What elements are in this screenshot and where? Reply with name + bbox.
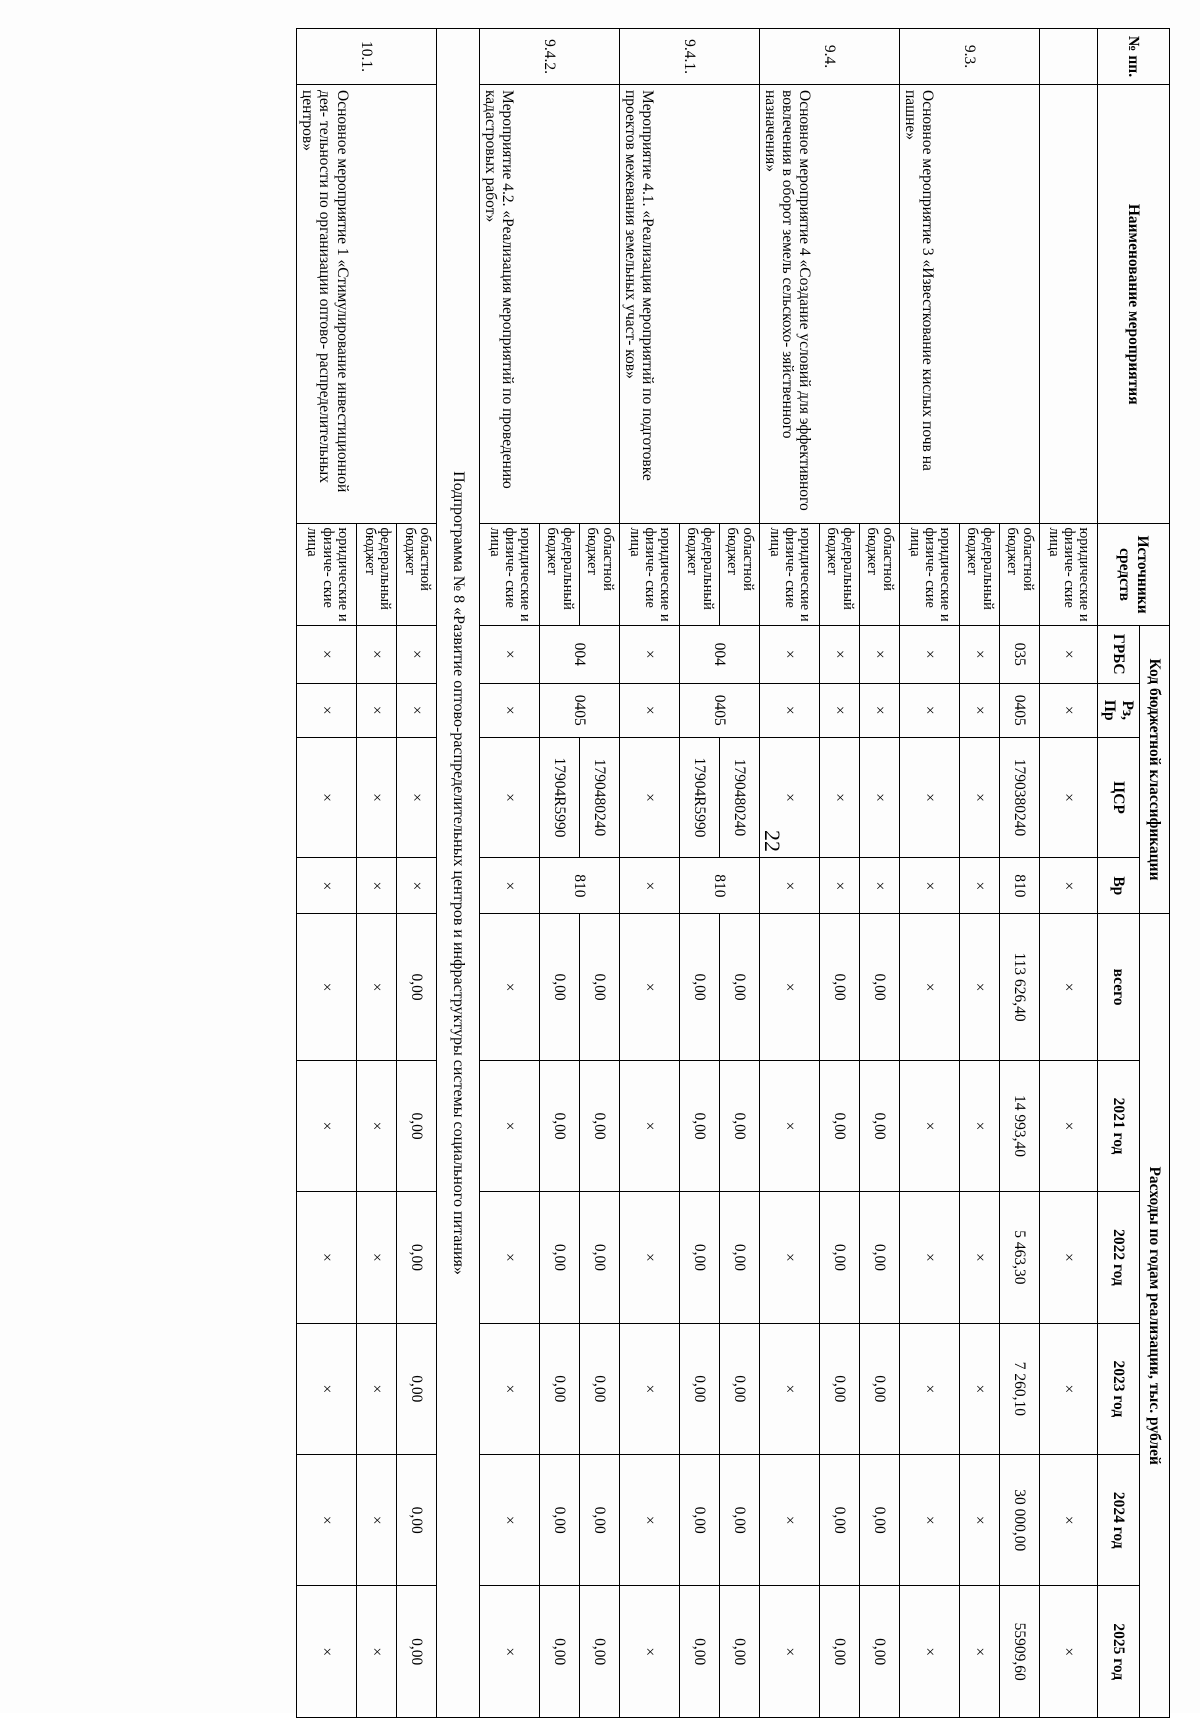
y2021-cell: × [1040,1060,1098,1191]
y2025-cell: × [357,1586,397,1718]
vr-cell: × [900,858,960,914]
row-name [1040,85,1098,524]
grbs-cell: 004 [540,625,620,683]
y2022-cell: 0,00 [680,1192,720,1323]
y2023-cell: 7 260,10 [1000,1323,1040,1454]
y2022-cell: × [357,1192,397,1323]
y2024-cell: × [1040,1455,1098,1586]
source-cell: юридические и физиче- ские лица [480,524,540,625]
table-row [580,29,620,1718]
grbs-cell: × [1040,625,1098,683]
total-cell: × [900,914,960,1060]
header-vr: Вр [1098,858,1140,914]
y2025-cell: 0,00 [580,1586,620,1718]
row-name: Основное мероприятие 4 «Создание условий для эффективного вовлечения в оборот земель сельскохо- зяйственного назначения» [760,85,900,524]
vr-cell: × [820,858,860,914]
total-cell: × [297,914,357,1060]
grbs-cell: × [860,625,900,683]
y2021-cell: × [357,1060,397,1191]
source-cell: федеральный бюджет [820,524,860,625]
y2025-cell: 0,00 [820,1586,860,1718]
y2025-cell: 0,00 [680,1586,720,1718]
header-2024: 2024 год [1098,1455,1140,1586]
y2024-cell: 0,00 [397,1455,437,1586]
total-cell: × [620,914,680,1060]
y2024-cell: 0,00 [680,1455,720,1586]
rzpr-cell: 0405 [540,683,620,737]
total-cell: × [760,914,820,1060]
rzpr-cell: × [357,683,397,737]
header-2023: 2023 год [1098,1323,1140,1454]
y2023-cell: × [357,1323,397,1454]
total-cell: 0,00 [540,914,580,1060]
y2023-cell: × [480,1323,540,1454]
rzpr-cell: × [900,683,960,737]
y2022-cell: × [480,1192,540,1323]
y2025-cell: × [620,1586,680,1718]
page-number: 22 [760,830,785,852]
rzpr-cell: × [1040,683,1098,737]
row-num: 9.4.2. [480,29,620,85]
rzpr-cell: × [397,683,437,737]
table-row [1040,29,1098,1718]
rzpr-cell: × [760,683,820,737]
grbs-cell: 004 [680,625,760,683]
y2022-cell: 0,00 [397,1192,437,1323]
rzpr-cell: × [297,683,357,737]
rzpr-cell: 0405 [680,683,760,737]
header-expense-group: Расходы по годам реализации, тыс. рублей [1140,914,1170,1718]
y2025-cell: × [960,1586,1000,1718]
csr-cell: × [860,737,900,858]
y2025-cell: 0,00 [720,1586,760,1718]
y2023-cell: 0,00 [580,1323,620,1454]
y2023-cell: 0,00 [860,1323,900,1454]
vr-cell: × [1040,858,1098,914]
y2025-cell: 0,00 [540,1586,580,1718]
y2025-cell: × [1040,1586,1098,1718]
vr-cell: × [480,858,540,914]
y2021-cell: 0,00 [397,1060,437,1191]
y2024-cell: 0,00 [720,1455,760,1586]
y2025-cell: 0,00 [860,1586,900,1718]
total-cell: 113 626,40 [1000,914,1040,1060]
header-total: всего [1098,914,1140,1060]
total-cell: 0,00 [820,914,860,1060]
table-row [1000,29,1040,1718]
vr-cell: × [620,858,680,914]
rzpr-cell: × [480,683,540,737]
source-cell: юридические и физиче- ские лица [620,524,680,625]
grbs-cell: × [820,625,860,683]
rotated-table-wrapper [170,28,1170,1718]
row-num [1040,29,1098,85]
grbs-cell: × [357,625,397,683]
y2021-cell: 0,00 [540,1060,580,1191]
total-cell: 0,00 [580,914,620,1060]
header-rzpr: Рз, Пр [1098,683,1140,737]
y2021-cell: 0,00 [720,1060,760,1191]
y2022-cell: 5 463,30 [1000,1192,1040,1323]
y2023-cell: × [760,1323,820,1454]
y2022-cell: 0,00 [720,1192,760,1323]
y2024-cell: 0,00 [540,1455,580,1586]
y2024-cell: × [297,1455,357,1586]
y2024-cell: × [760,1455,820,1586]
table-row [397,29,437,1718]
y2021-cell: × [480,1060,540,1191]
vr-cell: 810 [540,858,620,914]
y2021-cell: 14 993,40 [1000,1060,1040,1191]
grbs-cell: × [297,625,357,683]
csr-cell: × [820,737,860,858]
y2023-cell: 0,00 [540,1323,580,1454]
row-num: 10.1. [297,29,437,85]
source-cell: федеральный бюджет [357,524,397,625]
y2024-cell: × [900,1455,960,1586]
y2025-cell: × [297,1586,357,1718]
source-cell: федеральный бюджет [960,524,1000,625]
vr-cell: × [397,858,437,914]
y2022-cell: × [960,1192,1000,1323]
y2025-cell: 0,00 [397,1586,437,1718]
rzpr-cell: × [960,683,1000,737]
y2023-cell: 0,00 [680,1323,720,1454]
y2025-cell: × [900,1586,960,1718]
header-name: Наименование мероприятия [1098,85,1170,524]
header-2025: 2025 год [1098,1586,1140,1718]
y2024-cell: 0,00 [820,1455,860,1586]
csr-cell: × [357,737,397,858]
csr-cell: 17904R5990 [680,737,720,858]
row-num: 9.4.1. [620,29,760,85]
source-cell: федеральный бюджет [540,524,580,625]
subprogram-heading: Подпрограмма № 8 «Развитие оптово-распределительных центров и инфраструктуры системы социального питания» [437,29,480,1718]
csr-cell: 1790480240 [720,737,760,858]
y2021-cell: × [900,1060,960,1191]
y2024-cell: × [357,1455,397,1586]
grbs-cell: × [480,625,540,683]
y2022-cell: 0,00 [860,1192,900,1323]
total-cell: 0,00 [397,914,437,1060]
y2022-cell: 0,00 [820,1192,860,1323]
csr-cell: × [297,737,357,858]
rzpr-cell: × [860,683,900,737]
vr-cell: × [760,858,820,914]
y2021-cell: 0,00 [820,1060,860,1191]
grbs-cell: × [620,625,680,683]
csr-cell: × [620,737,680,858]
rzpr-cell: 0405 [1000,683,1040,737]
source-cell: областной бюджет [860,524,900,625]
row-num: 9.3. [900,29,1040,85]
csr-cell: 1790380240 [1000,737,1040,858]
y2023-cell: × [900,1323,960,1454]
y2021-cell: × [297,1060,357,1191]
csr-cell: × [900,737,960,858]
y2023-cell: × [620,1323,680,1454]
row-name: Основное мероприятие 1 «Стимулирование инвестиционной дея- тельности по организации оптово- распределительных центров» [297,85,437,524]
y2023-cell: × [1040,1323,1098,1454]
header-source: Источники средств [1098,524,1170,625]
y2023-cell: × [297,1323,357,1454]
header-2022: 2022 год [1098,1192,1140,1323]
y2022-cell: 0,00 [540,1192,580,1323]
y2021-cell: × [960,1060,1000,1191]
total-cell: 0,00 [680,914,720,1060]
source-cell: юридические и физиче- ские лица [760,524,820,625]
y2022-cell: × [620,1192,680,1323]
y2022-cell: × [297,1192,357,1323]
vr-cell: × [357,858,397,914]
row-name: Мероприятие 4.1. «Реализация мероприятий по подготовке проектов межевания земельных участ- ков» [620,85,760,524]
header-num: № пп. [1098,29,1170,85]
header-grbs: ГРБС [1098,625,1140,683]
total-cell: 0,00 [860,914,900,1060]
csr-cell: × [480,737,540,858]
table-row [860,29,900,1718]
header-2021: 2021 год [1098,1060,1140,1191]
vr-cell: × [297,858,357,914]
y2021-cell: × [760,1060,820,1191]
header-code-group: Код бюджетной классификации [1140,625,1170,914]
row-name: Основное мероприятие 3 «Известкование кислых почв на пашне» [900,85,1040,524]
csr-cell: × [1040,737,1098,858]
y2024-cell: × [960,1455,1000,1586]
vr-cell: × [860,858,900,914]
y2023-cell: 0,00 [720,1323,760,1454]
source-cell: областной бюджет [720,524,760,625]
grbs-cell: × [960,625,1000,683]
y2021-cell: 0,00 [580,1060,620,1191]
source-cell: юридические и физиче- ские лица [297,524,357,625]
y2023-cell: × [960,1323,1000,1454]
y2022-cell: × [900,1192,960,1323]
row-name: Мероприятие 4.2. «Реализация мероприятий по проведению кадастровых работ» [480,85,620,524]
total-cell: 0,00 [720,914,760,1060]
y2023-cell: 0,00 [397,1323,437,1454]
total-cell: × [480,914,540,1060]
csr-cell: 17904R5990 [540,737,580,858]
total-cell: × [357,914,397,1060]
y2022-cell: × [760,1192,820,1323]
source-cell: юридические и физиче- ские лица [1040,524,1098,625]
source-cell: областной бюджет [397,524,437,625]
csr-cell: × [760,737,820,858]
row-num: 9.4. [760,29,900,85]
y2021-cell: × [620,1060,680,1191]
csr-cell: × [397,737,437,858]
y2024-cell: × [480,1455,540,1586]
total-cell: × [960,914,1000,1060]
y2021-cell: 0,00 [680,1060,720,1191]
y2022-cell: × [1040,1192,1098,1323]
csr-cell: × [960,737,1000,858]
rzpr-cell: × [620,683,680,737]
table-row [437,29,480,1718]
vr-cell: 810 [680,858,760,914]
source-cell: федеральный бюджет [680,524,720,625]
y2024-cell: × [620,1455,680,1586]
vr-cell: 810 [1000,858,1040,914]
y2021-cell: 0,00 [860,1060,900,1191]
source-cell: юридические и физиче- ские лица [900,524,960,625]
grbs-cell: 035 [1000,625,1040,683]
grbs-cell: × [397,625,437,683]
y2025-cell: × [480,1586,540,1718]
total-cell: × [1040,914,1098,1060]
budget-table [296,28,1170,1718]
y2024-cell: 0,00 [580,1455,620,1586]
y2025-cell: × [760,1586,820,1718]
y2022-cell: 0,00 [580,1192,620,1323]
source-cell: областной бюджет [580,524,620,625]
grbs-cell: × [900,625,960,683]
y2023-cell: 0,00 [820,1323,860,1454]
y2024-cell: 0,00 [860,1455,900,1586]
source-cell: областной бюджет [1000,524,1040,625]
rzpr-cell: × [820,683,860,737]
csr-cell: 1790480240 [580,737,620,858]
vr-cell: × [960,858,1000,914]
y2024-cell: 30 000,00 [1000,1455,1040,1586]
grbs-cell: × [760,625,820,683]
y2025-cell: 55909,60 [1000,1586,1040,1718]
table-row [720,29,760,1718]
header-csr: ЦСР [1098,737,1140,858]
